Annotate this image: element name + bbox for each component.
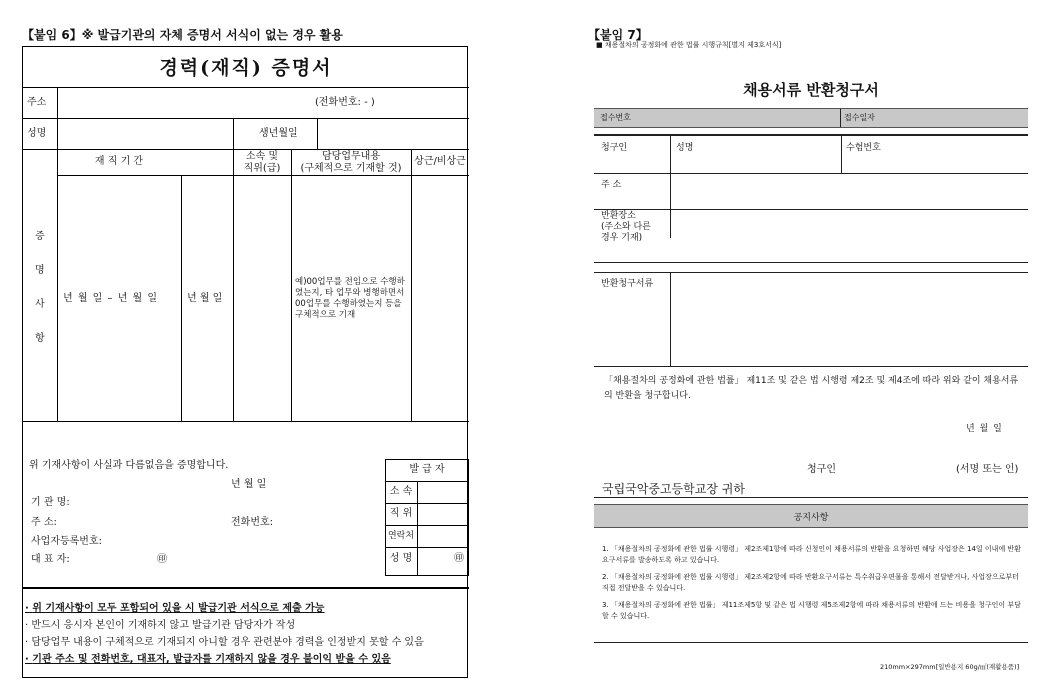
- section-label-4: 항: [35, 333, 45, 344]
- claimant-label: 청구인: [601, 143, 628, 153]
- law-reference: ■ 채용절차의 공정화에 관한 법률 시행규칙[별지 제3호서식]: [596, 41, 782, 49]
- note-2: · 반드시 응시자 본인이 기재하지 않고 발급기관 담당자가 작성: [25, 620, 296, 631]
- attachment-6-header: 【붙임 6】※ 발급기관의 자체 증명서 서식이 없는 경우 활용: [22, 28, 343, 42]
- notice-item-3: 3. 「채용절차의 공정화에 관한 법률」 제11조제5항 및 같은 법 시행령 제5조제2항에 따라 채용서류의 반환에 드는 비용을 청구인이 부담할 수 있습니다.: [602, 601, 1021, 620]
- receipt-band: [594, 108, 1028, 128]
- duty-header: 담당업무내용 (구체적으로 기재할 것): [300, 151, 402, 174]
- dept-header: 소속 및 직위(급): [243, 151, 281, 174]
- return-docs-label: 반환청구서류: [601, 279, 654, 289]
- exam-no-label: 수험번호: [846, 143, 881, 153]
- name-label: 성명: [27, 128, 47, 139]
- issuer-row-position: 직 위: [389, 508, 413, 519]
- note-1: · 위 기재사항이 모두 포함되어 있을 시 발급기관 서식으로 제출 가능: [25, 603, 325, 614]
- request-statement: 「채용절차의 공정화에 관한 법률」 제11조 및 같은 법 시행령 제2조 및 제4조에 따라 위와 같이 채용서류의 반환을 청구합니다.: [604, 376, 1019, 401]
- form-title: 경력(재직) 증명서: [159, 57, 333, 79]
- name-label: 성명: [676, 143, 694, 153]
- phone-hint: (전화번호: - ): [315, 97, 375, 108]
- birth-label: 생년월일: [259, 128, 298, 139]
- years-value: 년 월 일: [187, 293, 223, 304]
- return-request-title: 채용서류 반환청구서: [743, 81, 879, 99]
- issuer-row-name: 성 명: [389, 553, 413, 564]
- career-certificate-form: [22, 46, 468, 678]
- request-date: 년 월 일: [966, 424, 1002, 434]
- note-3: · 담당업무 내용이 구체적으로 기재되지 아니할 경우 관련분야 경력을 인정받지 못할 수 있음: [25, 637, 424, 648]
- attachment-7-header: 【붙임 7】: [588, 28, 648, 42]
- receipt-no-label: 접수번호: [600, 113, 631, 122]
- issuer-row-contact: 연락처: [387, 531, 415, 541]
- section-label-3: 사: [35, 299, 45, 310]
- address-label: 주소: [27, 97, 47, 108]
- representative: 대 표 자:: [31, 554, 70, 565]
- notice-item-2: 2. 「채용절차의 공정화에 관한 법률 시행령」 제2조제2항에 따라 반환요구서류는 특수취급우편물을 통해서 전달받거나, 사업장으로부터 직접 전달받을 수 있습니다.: [602, 573, 1019, 592]
- notice-item-1: 1. 「채용절차의 공정화에 관한 법률 시행령」 제2조제1항에 따라 신청인이 채용서류의 반환을 요청하면 해당 사업장은 14일 이내에 반환요구서류를 발송하도록 하고 있습니다.: [602, 545, 1021, 564]
- notice-title: 공지사항: [793, 513, 829, 523]
- return-place-label: 반환장소 (주소와 다른 경우 기재): [601, 211, 651, 243]
- certify-text: 위 기재사항이 사실과 다름없음을 증명합니다.: [29, 460, 229, 471]
- sign-hint: (서명 또는 인): [956, 464, 1019, 475]
- address-label-right: 주 소: [601, 180, 622, 190]
- org-address: 주 소:: [31, 517, 57, 528]
- business-reg-no: 사업자등록번호:: [31, 536, 102, 547]
- addressee: 국립국악중고등학교장 귀하: [602, 482, 745, 496]
- note-4: · 기관 주소 및 전화번호, 대표자, 발급자를 기재하지 않을 경우 불이익 받을 수 있음: [25, 654, 391, 665]
- date-text: 년 월 일: [231, 479, 267, 490]
- phone-label: 전화번호:: [231, 517, 274, 528]
- seal-mark: ㊞: [157, 554, 167, 565]
- paper-size-note: 210mm×297mm[일반용지 60g/㎡(재활용품)]: [880, 663, 1020, 671]
- type-header: 상근/비상근: [414, 156, 466, 167]
- section-label-1: 증: [35, 231, 45, 242]
- receipt-date-label: 접수일자: [844, 113, 875, 122]
- duty-example: 예)00업무를 전임으로 수행하였는지, 타 업무와 병행하면서 00업무를 수행하였는지 등을 구체적으로 기재: [295, 277, 405, 320]
- issuer-header: 발 급 자: [409, 464, 445, 475]
- claimant-sign-label: 청구인: [807, 464, 836, 475]
- org-name: 기 관 명:: [31, 497, 70, 508]
- issuer-box: [385, 459, 469, 576]
- section-label-2: 명: [35, 265, 45, 276]
- period-value: 년 월 일 – 년 월 일: [63, 293, 158, 304]
- issuer-row-dept: 소 속: [389, 486, 413, 497]
- period-header: 재 직 기 간: [94, 156, 144, 167]
- issuer-seal: ㊞: [454, 553, 464, 564]
- notice-band: [594, 504, 1028, 528]
